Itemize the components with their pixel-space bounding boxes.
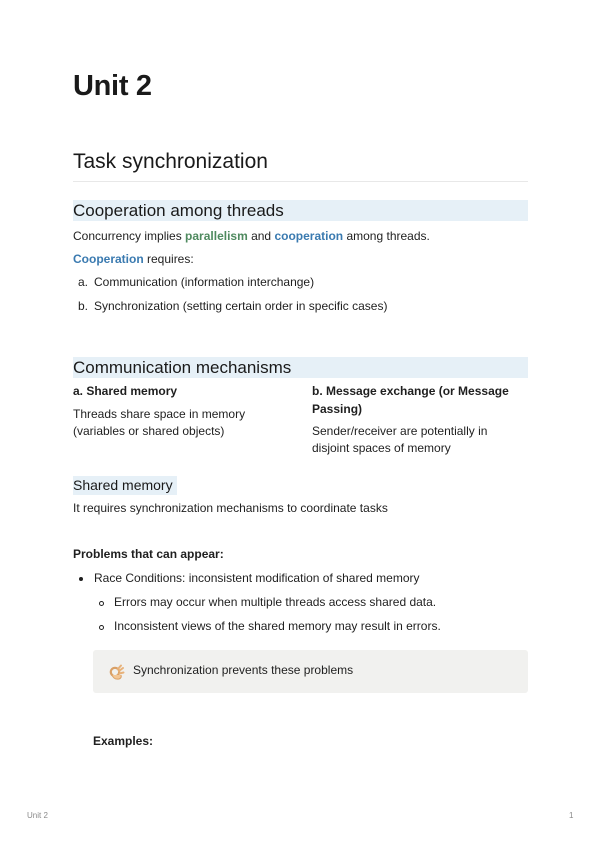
shared-memory-column-body-line: (variables or shared objects) [73, 424, 225, 438]
sub-bullet-circle [99, 601, 104, 606]
shared-memory-column-body-line: Threads share space in memory [73, 407, 246, 421]
ok-hand-icon [106, 662, 126, 682]
list-item: Communication (information interchange) [94, 275, 315, 289]
text-run: requires: [143, 252, 194, 266]
message-exchange-column-title-line: Passing) [312, 402, 363, 416]
parallelism-term: parallelism [185, 229, 248, 243]
message-exchange-column-title-line: b. Message exchange (or Message [312, 384, 509, 398]
race-conditions-item: Race Conditions: inconsistent modification of shared memory [94, 571, 420, 585]
callout-text: Synchronization prevents these problems [133, 663, 354, 677]
problems-label: Problems that can appear: [73, 547, 224, 561]
sub-list-item: Errors may occur when multiple threads access shared data. [114, 595, 437, 609]
requires-paragraph [73, 251, 194, 268]
message-exchange-column-body-line: Sender/receiver are potentially in [312, 424, 488, 438]
list-marker: a. [78, 275, 89, 289]
page-title: Unit 2 [73, 70, 152, 102]
footer-title: Unit 2 [27, 811, 48, 820]
list-marker: b. [78, 299, 89, 313]
callout-box [93, 650, 528, 693]
message-exchange-column-body-line: disjoint spaces of memory [312, 441, 451, 455]
sub-list-item: Inconsistent views of the shared memory may result in errors. [114, 619, 441, 633]
list-item: Synchronization (setting certain order in specific cases) [94, 299, 388, 313]
cooperation-term: cooperation [274, 229, 344, 243]
page-number: 1 [569, 811, 574, 820]
text-run: Concurrency implies [73, 229, 186, 243]
bullet-dot [79, 577, 83, 581]
examples-label: Examples: [93, 734, 154, 748]
text-run: and [247, 229, 275, 243]
text-run: among threads. [343, 229, 430, 243]
communication-heading: Communication mechanisms [73, 357, 528, 378]
concurrency-paragraph [73, 228, 430, 245]
cooperation-term: Cooperation [73, 252, 144, 266]
cooperation-heading: Cooperation among threads [73, 200, 528, 221]
shared-memory-heading: Shared memory [73, 476, 177, 495]
shared-memory-column-title: a. Shared memory [73, 384, 178, 398]
sub-bullet-circle [99, 625, 104, 630]
shared-memory-intro: It requires synchronization mechanisms to coordinate tasks [73, 501, 388, 515]
section-title: Task synchronization [73, 150, 528, 182]
